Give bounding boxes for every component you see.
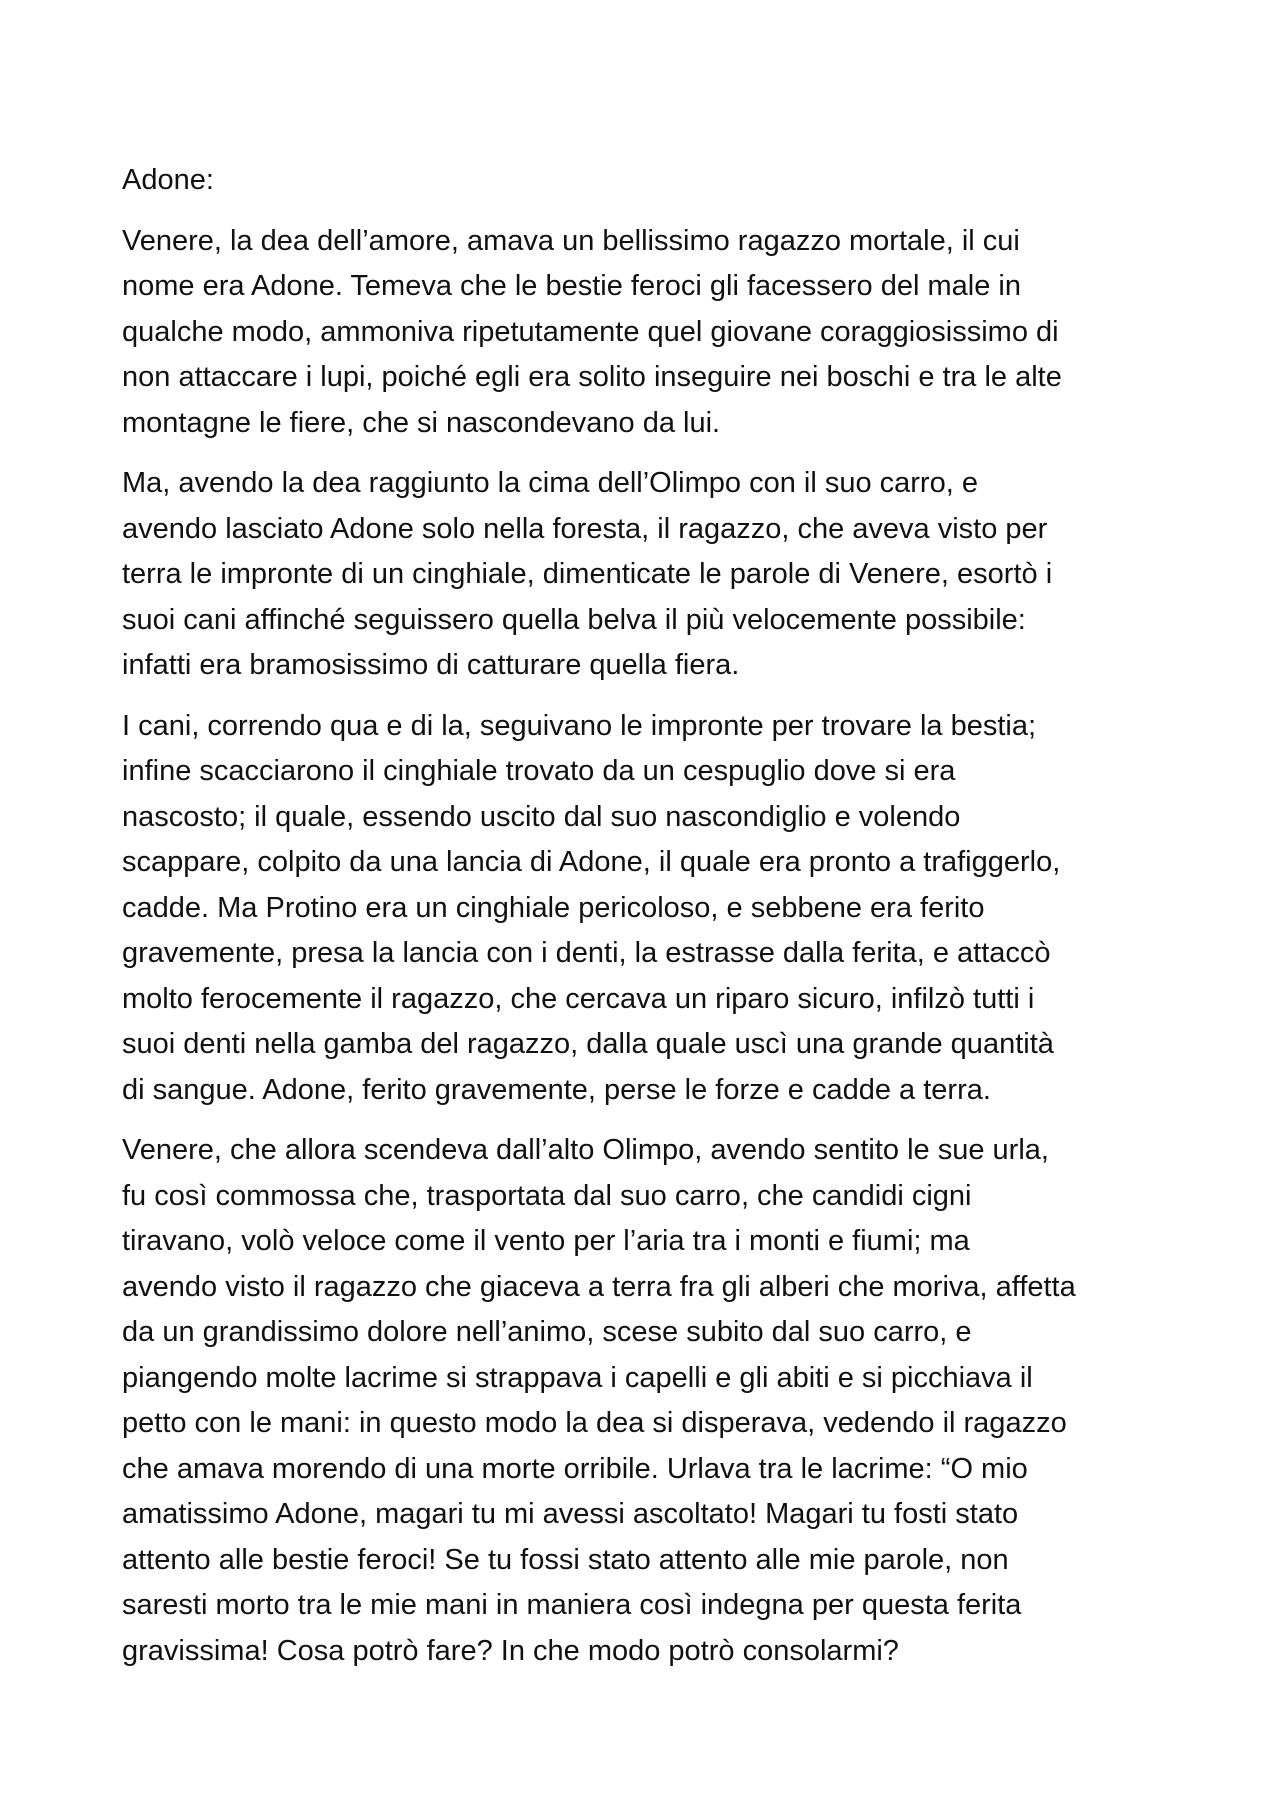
text-line: che amava morendo di una morte orribile. Urlava tra le lacrime: “O mio (122, 1452, 1028, 1485)
paragraph-4 (122, 1128, 1162, 1674)
paragraph-3 (122, 704, 1162, 1114)
text-line: montagne le fiere, che si nascondevano da lui. (122, 406, 721, 439)
text-line: da un grandissimo dolore nell’animo, scese subito dal suo carro, e (122, 1316, 972, 1348)
text-line: cadde. Ma Protino era un cinghiale pericoloso, e sebbene era ferito (122, 891, 985, 924)
paragraph-1 (122, 219, 1162, 447)
text-line: avendo visto il ragazzo che giaceva a terra fra gli alberi che moriva, affetta (122, 1270, 1076, 1303)
text-line: fu così commossa che, trasportata dal suo carro, che candidi cigni (122, 1179, 972, 1212)
text-line: infatti era bramosissimo di catturare quella fiera. (122, 649, 740, 681)
title-text: Adone: (122, 164, 214, 196)
text-line: gravemente, presa la lancia con i denti, la estrasse dalla ferita, e attaccò (122, 937, 1051, 969)
text-line: Venere, la dea dell’amore, amava un bellissimo ragazzo mortale, il cui (122, 224, 1020, 257)
text-line: Venere, che allora scendeva dall’alto Olimpo, avendo sentito le sue urla, (122, 1134, 1049, 1166)
text-line: amatissimo Adone, magari tu mi avessi ascoltato! Magari tu fosti stato (122, 1498, 1019, 1530)
text-line: I cani, correndo qua e di la, seguivano le impronte per trovare la bestia; (122, 709, 1037, 742)
text-line: attento alle bestie feroci! Se tu fossi stato attento alle mie parole, non (122, 1543, 1009, 1576)
text-line: gravissima! Cosa potrò fare? In che modo potrò consolarmi? (122, 1634, 899, 1667)
document-title (122, 158, 1162, 204)
text-line: nascosto; il quale, essendo uscito dal suo nascondiglio e volendo (122, 800, 961, 833)
text-line: suoi cani affinché seguissero quella belva il più velocemente possibile: (122, 603, 1026, 636)
text-line: nome era Adone. Temeva che le bestie feroci gli facessero del male in (122, 270, 1021, 302)
text-line: terra le impronte di un cinghiale, dimenticate le parole di Venere, esortò i (122, 558, 1053, 590)
text-line: qualche modo, ammoniva ripetutamente quel giovane coraggiosissimo di (122, 315, 1059, 348)
text-line: molto ferocemente il ragazzo, che cercava un riparo sicuro, infilzò tutti i (122, 982, 1035, 1015)
text-line: petto con le mani: in questo modo la dea si disperava, vedendo il ragazzo (122, 1407, 1067, 1439)
text-line: infine scacciarono il cinghiale trovato da un cespuglio dove si era (122, 755, 956, 787)
document-body (122, 158, 1162, 1689)
paragraph-2 (122, 461, 1162, 689)
text-line: piangendo molte lacrime si strappava i capelli e gli abiti e si picchiava il (122, 1361, 1033, 1394)
text-line: saresti morto tra le mie mani in maniera così indegna per questa ferita (122, 1589, 1022, 1621)
text-line: suoi denti nella gamba del ragazzo, dalla quale uscì una grande quantità (122, 1028, 1054, 1060)
text-line: non attaccare i lupi, poiché egli era solito inseguire nei boschi e tra le alte (122, 361, 1062, 393)
text-line: avendo lasciato Adone solo nella foresta, il ragazzo, che aveva visto per (122, 512, 1048, 545)
text-line: Ma, avendo la dea raggiunto la cima dell’Olimpo con il suo carro, e (122, 467, 978, 499)
text-line: scappare, colpito da una lancia di Adone, il quale era pronto a trafiggerlo, (122, 846, 1061, 878)
text-line: di sangue. Adone, ferito gravemente, perse le forze e cadde a terra. (122, 1073, 991, 1106)
text-line: tiravano, volò veloce come il vento per l’aria tra i monti e fiumi; ma (122, 1225, 970, 1257)
